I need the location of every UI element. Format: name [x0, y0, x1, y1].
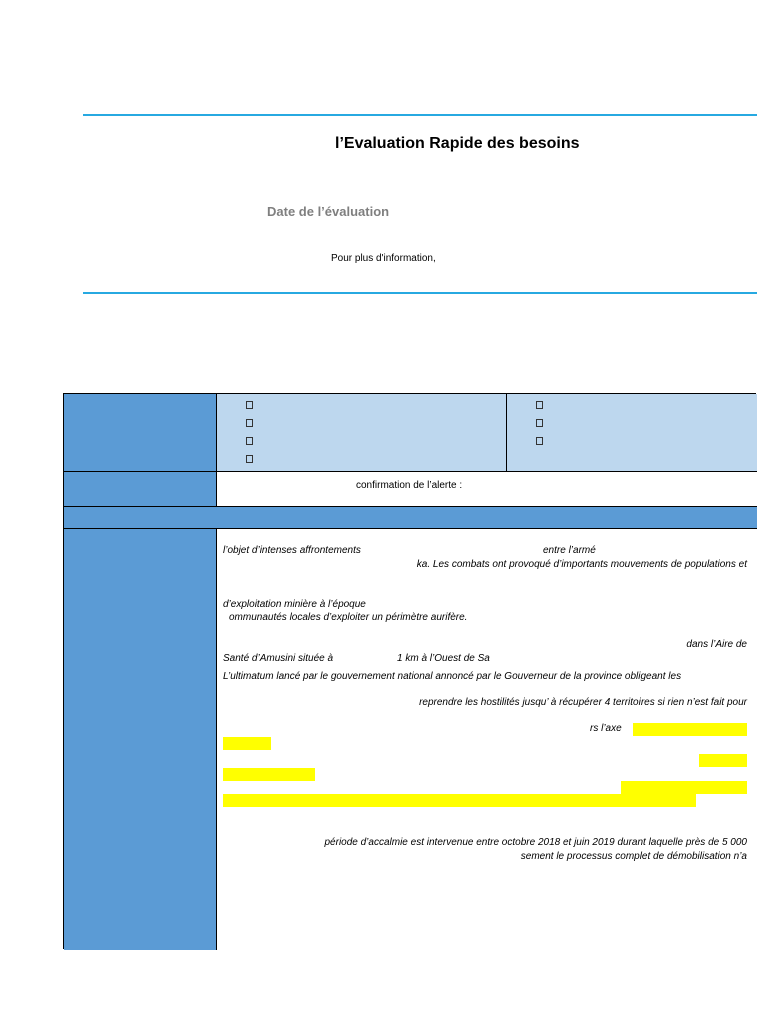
checkbox[interactable]: [246, 401, 253, 409]
highlight-mark: [223, 794, 696, 807]
highlight-mark: [633, 723, 747, 736]
row2-content-cell: [216, 471, 757, 506]
more-info-line: Pour plus d'information,: [331, 253, 436, 264]
highlight-mark: [223, 737, 271, 750]
alert-confirmation-text: confirmation de l’alerte :: [356, 480, 463, 491]
context-description-cell: [216, 528, 757, 950]
checkbox[interactable]: [536, 419, 543, 427]
text-line: L’ultimatum lancé par le gouvernement national annoncé par le Gouverneur de la province obligeant les: [223, 671, 682, 682]
checkbox[interactable]: [246, 437, 253, 445]
text-line: sement le processus complet de démobilisation n’a: [520, 851, 747, 862]
text-line: ka. Les combats ont provoqué d’importants mouvements de populations et: [416, 559, 747, 570]
text-line: rs l’axe: [590, 723, 622, 734]
text-line: reprendre les hostilités jusqu’ à récupérer 4 territoires si rien n’est fait pour: [419, 697, 747, 708]
assessment-table: [63, 393, 756, 949]
text-line: l’objet d’intenses affrontements: [223, 545, 361, 556]
top-rule: [83, 114, 757, 116]
text-line: entre l’armé: [543, 545, 596, 556]
text-line: dans l’Aire de: [686, 639, 747, 650]
text-line: Santé d’Amusini située à: [223, 653, 334, 664]
bottom-rule: [83, 292, 757, 294]
text-line: ommunautés locales d’exploiter un périmètre aurifère.: [229, 612, 468, 623]
row1-options-left: [216, 394, 506, 471]
row4-label-cell: [64, 528, 216, 950]
highlight-mark: [699, 754, 747, 767]
row1-options-right: [506, 394, 757, 471]
checkbox[interactable]: [536, 437, 543, 445]
text-line: d’exploitation minière à l’époque: [223, 599, 366, 610]
section-header-bar: [64, 506, 757, 528]
checkbox[interactable]: [536, 401, 543, 409]
evaluation-date-label: Date de l’évaluation: [267, 204, 390, 219]
checkbox[interactable]: [246, 419, 253, 427]
highlight-mark: [223, 768, 315, 781]
row1-label-cell: [64, 394, 216, 471]
text-line: période d’accalmie est intervenue entre octobre 2018 et juin 2019 durant laquelle près de 5 000: [324, 837, 747, 848]
highlight-mark: [621, 781, 747, 794]
text-line: 1 km à l’Ouest de Sa: [397, 653, 490, 664]
checkbox[interactable]: [246, 455, 253, 463]
document-title: l’Evaluation Rapide des besoins: [335, 135, 580, 152]
row2-label-cell: [64, 471, 216, 506]
